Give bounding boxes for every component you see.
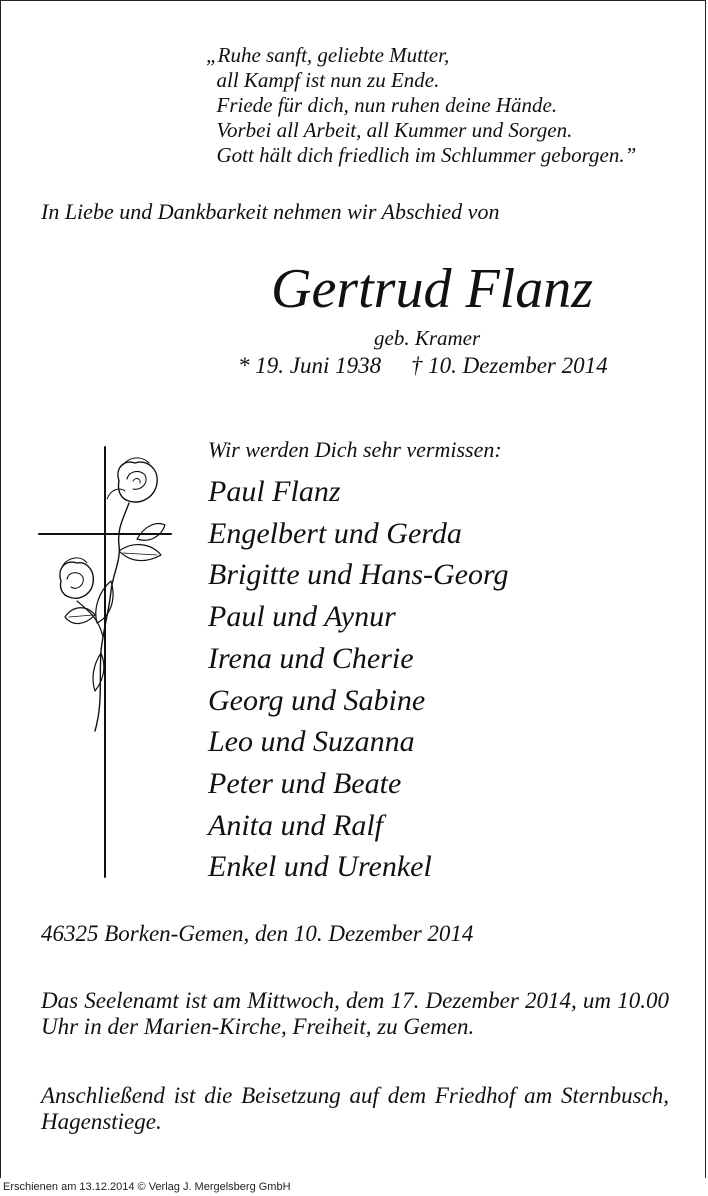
life-dates bbox=[238, 353, 632, 379]
deceased-name: Gertrud Flanz bbox=[271, 258, 593, 320]
poem bbox=[206, 43, 636, 168]
publication-footer: Erschienen am 13.12.2014 © Verlag J. Mergelsberg GmbH bbox=[3, 1181, 291, 1193]
mourner: Brigitte und Hans-Georg bbox=[208, 558, 509, 592]
mourner: Leo und Suzanna bbox=[208, 725, 415, 759]
mourners-intro: Wir werden Dich sehr vermissen: bbox=[208, 437, 502, 462]
poem-line: Gott hält dich friedlich im Schlummer geborgen.” bbox=[206, 143, 637, 167]
birth-date: * 19. Juni 1938 bbox=[238, 353, 382, 378]
poem-line: Vorbei all Arbeit, all Kummer und Sorgen. bbox=[206, 118, 573, 142]
mourner: Engelbert und Gerda bbox=[208, 516, 462, 550]
poem-line: „Ruhe sanft, geliebte Mutter, bbox=[206, 43, 450, 67]
farewell-intro: In Liebe und Dankbarkeit nehmen wir Abschied von bbox=[41, 199, 500, 224]
mourner: Irena und Cherie bbox=[208, 641, 414, 675]
cross-with-rose-icon bbox=[37, 441, 177, 881]
mourner: Enkel und Urenkel bbox=[208, 850, 432, 884]
mourner: Anita und Ralf bbox=[208, 808, 383, 842]
place-and-date: 46325 Borken-Gemen, den 10. Dezember 2014 bbox=[41, 921, 474, 946]
mourners-list bbox=[208, 471, 509, 888]
death-date: † 10. Dezember 2014 bbox=[410, 353, 608, 378]
mourner: Paul Flanz bbox=[208, 475, 341, 508]
mourner: Peter und Beate bbox=[208, 766, 402, 800]
requiem-info: Das Seelenamt ist am Mittwoch, dem 17. Dezember 2014, um 10.00 Uhr in der Marien-Kirche, Freiheit, zu Gemen. bbox=[41, 988, 669, 1039]
mourner: Paul und Aynur bbox=[208, 600, 396, 634]
poem-line: all Kampf ist nun zu Ende. bbox=[206, 68, 440, 92]
poem-line: Friede für dich, nun ruhen deine Hände. bbox=[206, 93, 558, 117]
burial-info: Anschließend ist die Beisetzung auf dem Friedhof am Sternbusch, Hagenstiege. bbox=[41, 1083, 669, 1134]
mourner: Georg und Sabine bbox=[208, 683, 426, 717]
maiden-name: geb. Kramer bbox=[374, 326, 481, 350]
